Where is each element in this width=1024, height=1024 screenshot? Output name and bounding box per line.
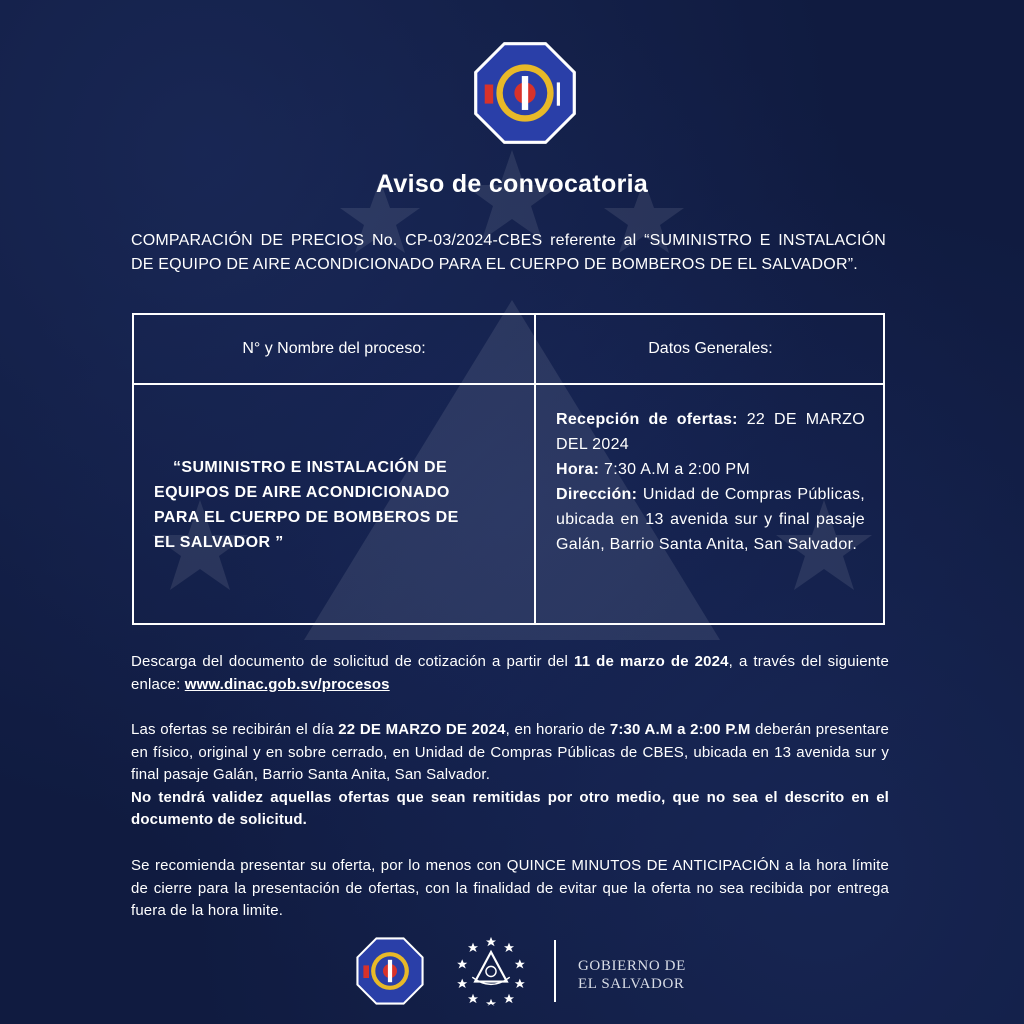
offers-warning: No tendrá validez aquellas ofertas que sean remitidas por otro medio, que no sea el descrito en el documento de solicitud. [131, 788, 889, 828]
gov-line: EL SALVADOR [578, 976, 685, 992]
reception-value: 22 DE MARZO DEL 2024 [556, 411, 865, 453]
download-paragraph [131, 651, 889, 696]
page-title: Aviso de convocatoria [375, 170, 649, 198]
process-name [154, 455, 516, 555]
table-header-process: N° y Nombre del proceso: [242, 340, 426, 357]
intro-paragraph: COMPARACIÓN DE PRECIOS No. CP-03/2024-CBES referente al “SUMINISTRO E INSTALACIÓN DE EQUIPO DE AIRE ACONDICIONADO PARA EL CUERPO DE BOMBEROS DE EL SALVADOR”. [131, 232, 886, 273]
recommendation-paragraph: Se recomienda presentar su oferta, por lo menos con QUINCE MINUTOS DE ANTICIPACIÓN a la hora límite de cierre para la presentación de ofertas, con la finalidad de evitar que la oferta no sea recibida por entrega fuera de la hora limite. [131, 857, 889, 919]
general-details [556, 407, 865, 557]
reception-row [556, 407, 865, 457]
gobierno-de-el-salvador-text [578, 957, 686, 993]
process-name-line: EL SALVADOR ” [154, 534, 284, 551]
el-salvador-seal-icon [455, 934, 527, 1006]
download-link[interactable]: www.dinac.gob.sv/procesos [184, 675, 390, 693]
footer-divider [554, 940, 556, 1002]
hour-label: Hora: [556, 461, 600, 478]
download-date: 11 de marzo de 2024 [574, 653, 729, 670]
gov-line: GOBIERNO DE [578, 958, 686, 974]
offers-text: , en horario de [505, 721, 610, 738]
process-table [132, 313, 885, 625]
offers-hours: 7:30 A.M a 2:00 P.M [609, 721, 751, 738]
table-row-divider [134, 383, 883, 385]
offers-paragraph [131, 719, 889, 832]
offers-date: 22 DE MARZO DE 2024 [338, 721, 506, 738]
address-value: Unidad de Compras Públicas, ubicada en 13 avenida sur y final pasaje Galán, Barrio Santa Anita, San Salvador. [556, 486, 866, 553]
process-name-line: “SUMINISTRO E INSTALACIÓN DE [173, 459, 448, 476]
process-name-line: PARA EL CUERPO DE BOMBEROS DE [154, 509, 459, 526]
address-label: Dirección: [556, 486, 638, 503]
bomberos-emblem-icon [472, 40, 578, 146]
offers-text: deberán presentare en físico, original y en sobre cerrado, en Unidad de Compras Públicas de CBES, ubicada en 13 avenida sur y final pasaje Galán, Barrio Santa Anita, San Salvador. [131, 721, 889, 783]
process-name-line: EQUIPOS DE AIRE ACONDICIONADO [154, 484, 450, 501]
offers-text: Las ofertas se recibirán el día [131, 721, 339, 738]
hour-value: 7:30 A.M a 2:00 PM [604, 461, 750, 478]
bomberos-emblem-icon [355, 936, 425, 1006]
download-text: Descarga del documento de solicitud de cotización a partir del [131, 653, 575, 670]
table-header-general: Datos Generales: [648, 340, 773, 357]
hour-row [556, 457, 865, 482]
reception-label: Recepción de ofertas: [556, 411, 738, 428]
download-text-after: , a través del siguiente enlace: [131, 653, 889, 693]
address-row [556, 482, 865, 557]
